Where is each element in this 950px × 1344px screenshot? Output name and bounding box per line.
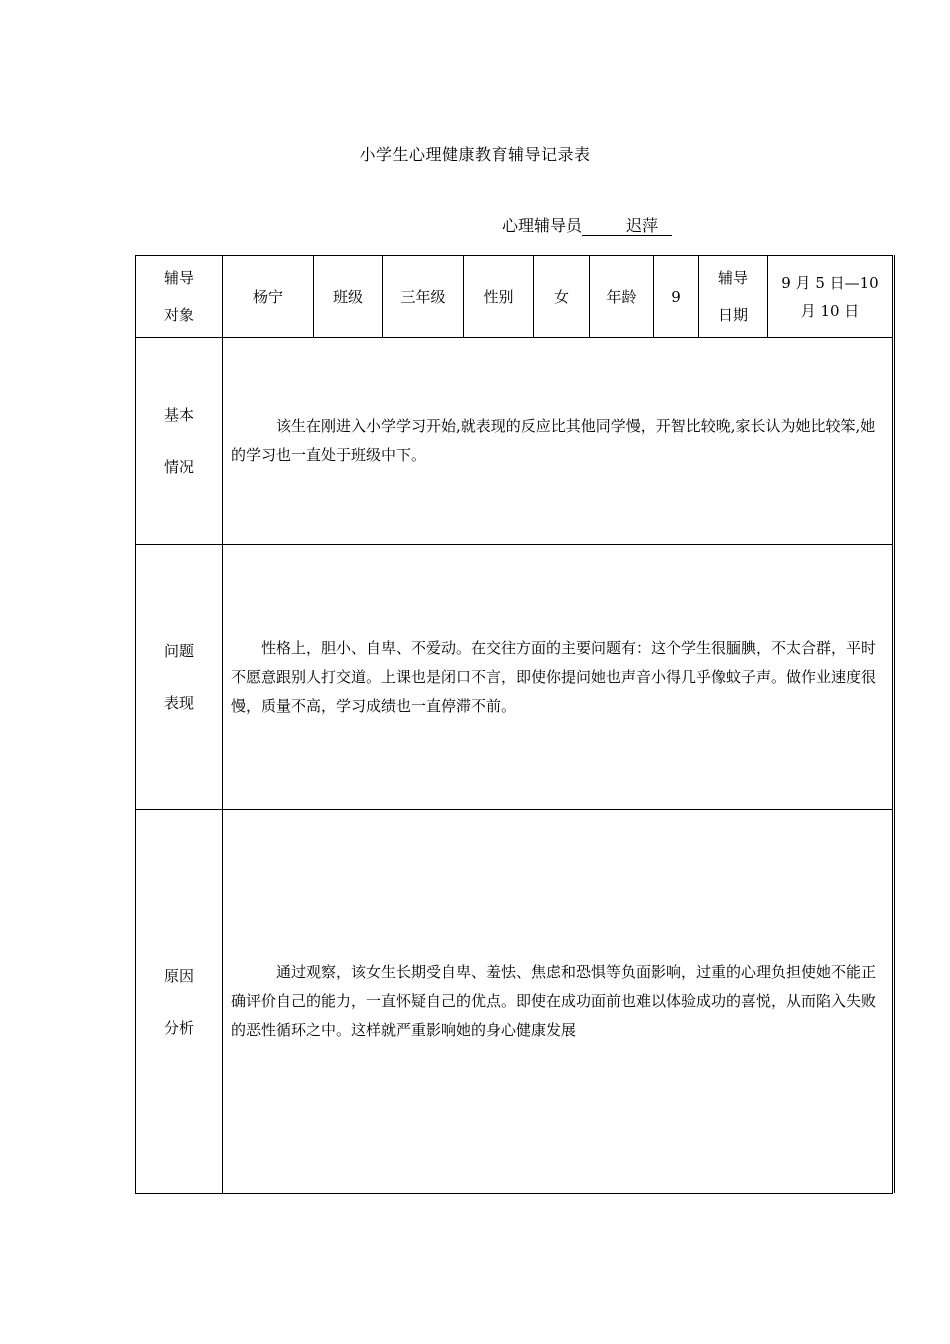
section-label-basic [136, 338, 223, 545]
date-label-2: 日期 [717, 305, 748, 324]
date-label-cell [699, 256, 768, 338]
section-text-basic: 该生在刚进入小学学习开始,就表现的反应比其他同学慢，开智比较晚,家长认为她比较笨,她的学习也一直处于班级中下。 [231, 417, 876, 464]
gender-label-cell: 性别 [464, 256, 534, 338]
record-table [135, 255, 893, 1194]
section-row-basic [136, 338, 893, 545]
section-label-basic-1: 基本 [163, 406, 194, 424]
gender-value-cell: 女 [534, 256, 590, 338]
class-value-cell: 三年级 [383, 256, 464, 338]
section-label-cause-1: 原因 [163, 966, 194, 985]
section-text-problem: 性格上，胆小、自卑、不爱动。在交往方面的主要问题有：这个学生很腼腆，不太合群，平时不愿意跟别人打交道。上课也是闭口不言，即使你提问她也声音小得几乎像蚊子声。做作业速度很慢，质量不高，学习成绩也一直停滞不前。 [231, 638, 877, 715]
target-label-2: 对象 [163, 305, 194, 324]
section-content-problem [223, 545, 893, 810]
date-label-1: 辅导 [717, 268, 748, 287]
age-value-cell: 9 [654, 256, 699, 338]
section-content-cause [223, 810, 893, 1194]
class-label-cell: 班级 [314, 256, 383, 338]
age-label-cell: 年龄 [590, 256, 654, 338]
section-text-cause: 通过观察，该女生长期受自卑、羞怯、焦虑和恐惧等负面影响，过重的心理负担使她不能正确评价自己的能力，一直怀疑自己的优点。即使在成功面前也难以体验成功的喜悦，从而陷入失败的恶性循环之中。这样就严重影响她的身心健康发展 [231, 963, 877, 1039]
section-label-problem-1: 问题 [163, 642, 194, 660]
target-label-1: 辅导 [163, 268, 194, 287]
section-row-cause [136, 810, 893, 1194]
section-row-problem [136, 545, 893, 810]
date-value-cell [768, 256, 893, 338]
date-value-2: 月 10 日 [800, 301, 860, 320]
section-label-cause-2: 分析 [163, 1018, 194, 1037]
header-row [136, 256, 893, 338]
date-value-1: 9 月 5 日—10 [781, 273, 879, 292]
counselor-label: 心理辅导员 [502, 216, 583, 235]
page-title: 小学生心理健康教育辅导记录表 [359, 145, 591, 164]
counselor-line [502, 213, 672, 236]
section-label-problem-2: 表现 [163, 694, 194, 712]
table-right-double-border [892, 255, 895, 1193]
section-label-cause [136, 810, 223, 1194]
section-label-basic-2: 情况 [163, 458, 194, 476]
section-content-basic [223, 338, 893, 545]
student-name-cell: 杨宁 [223, 256, 314, 338]
section-label-problem [136, 545, 223, 810]
target-label-cell [136, 256, 223, 338]
counselor-name: 迟萍 [582, 217, 672, 236]
